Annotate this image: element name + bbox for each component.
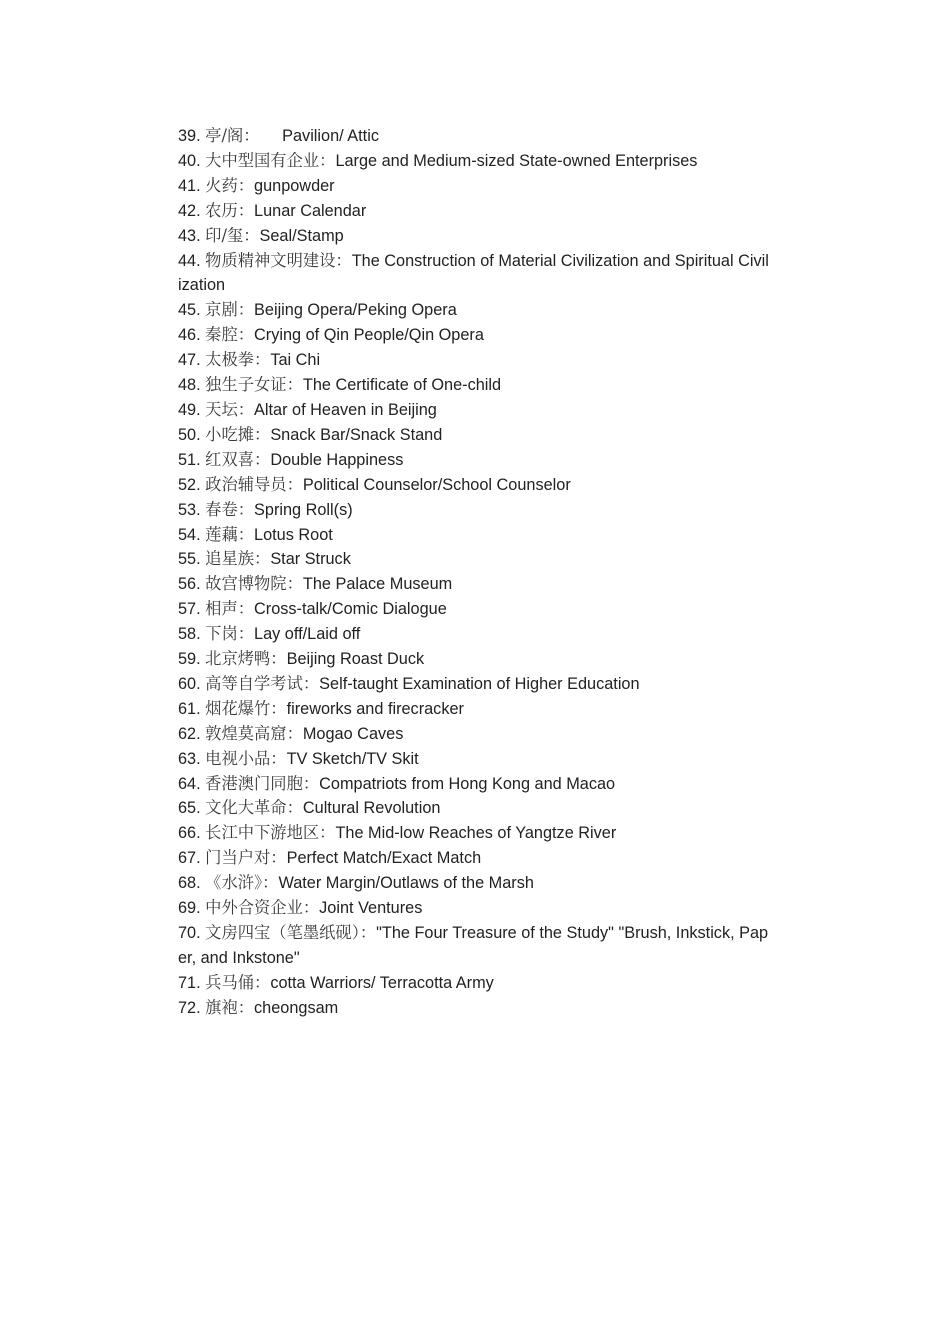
entry-english-translation: Tai Chi — [270, 351, 321, 370]
glossary-entry — [178, 996, 770, 1021]
glossary-entry — [178, 697, 770, 722]
entry-english-translation: Lunar Calendar — [254, 201, 367, 220]
glossary-entry — [178, 572, 770, 597]
entry-number: 49. — [178, 400, 206, 419]
entry-chinese-term: 火药： — [205, 175, 255, 195]
entry-english-translation: Cultural Revolution — [302, 799, 441, 818]
entry-chinese-term: 香港澳门同胞： — [205, 773, 320, 793]
entry-chinese-term: 电视小品： — [205, 748, 287, 768]
glossary-entry — [178, 323, 770, 348]
entry-chinese-term: 太极拳： — [205, 350, 271, 370]
entry-number: 61. — [178, 699, 206, 718]
entry-english-translation: Mogao Caves — [302, 724, 404, 743]
glossary-entry — [178, 448, 770, 473]
entry-chinese-term: 大中型国有企业： — [205, 150, 336, 170]
entry-chinese-term: 中外合资企业： — [205, 898, 320, 918]
entry-chinese-term: 高等自学考试： — [205, 673, 320, 693]
entry-chinese-term: 红双喜： — [205, 449, 271, 469]
entry-number: 55. — [178, 550, 206, 569]
entry-chinese-term: 文房四宝（笔墨纸砚）： — [205, 923, 377, 942]
glossary-entry — [178, 747, 770, 772]
entry-number: 42. — [178, 201, 206, 220]
glossary-entry — [178, 622, 770, 647]
glossary-entry — [178, 871, 770, 896]
glossary-entry — [178, 597, 770, 622]
entry-english-translation: Political Counselor/School Counselor — [302, 475, 571, 494]
glossary-entry — [178, 796, 770, 821]
entry-english-translation: Beijing Opera/Peking Opera — [254, 301, 457, 320]
entry-english-translation: Perfect Match/Exact Match — [286, 849, 482, 868]
entry-number: 71. — [178, 973, 206, 992]
glossary-entry — [178, 821, 770, 846]
entry-chinese-term: 独生子女证： — [205, 375, 303, 395]
entry-chinese-term: 兵马俑： — [205, 972, 271, 992]
glossary-entry — [178, 523, 770, 548]
entry-english-translation: Lotus Root — [254, 525, 333, 544]
entry-number: 41. — [178, 176, 206, 195]
entry-english-translation: Double Happiness — [270, 450, 404, 469]
entry-number: 50. — [178, 425, 206, 444]
glossary-entry — [178, 921, 770, 971]
entry-number: 39. — [178, 127, 206, 145]
entry-english-translation: Seal/Stamp — [259, 226, 344, 245]
entry-number: 58. — [178, 625, 206, 644]
entry-english-translation: The Certificate of One-child — [302, 376, 502, 395]
entry-english-translation: Lay off/Laid off — [254, 625, 361, 644]
glossary-entry — [178, 124, 770, 149]
entry-chinese-term: 天坛： — [205, 399, 255, 419]
entry-english-translation: Star Struck — [270, 550, 351, 569]
entry-chinese-term: 烟花爆竹： — [205, 698, 287, 718]
entry-number: 45. — [178, 301, 206, 320]
entry-number: 69. — [178, 899, 206, 918]
entry-chinese-term: 敦煌莫高窟： — [205, 723, 303, 743]
entry-number: 53. — [178, 500, 206, 519]
glossary-entry — [178, 672, 770, 697]
entry-english-translation: cotta Warriors/ Terracotta Army — [270, 973, 494, 992]
entry-english-translation: Joint Ventures — [319, 899, 423, 918]
glossary-entry — [178, 547, 770, 572]
entry-chinese-term: 旗袍： — [205, 997, 255, 1017]
entry-number: 72. — [178, 998, 206, 1017]
glossary-entry — [178, 149, 770, 174]
entry-number: 54. — [178, 525, 206, 544]
entry-english-translation: TV Sketch/TV Skit — [286, 749, 419, 768]
glossary-list — [178, 124, 770, 1021]
entry-number: 52. — [178, 475, 206, 494]
entry-english-translation: Crying of Qin People/Qin Opera — [254, 326, 484, 345]
entry-english-translation: Beijing Roast Duck — [286, 650, 425, 669]
entry-chinese-term: 农历： — [205, 200, 255, 220]
glossary-entry — [178, 647, 770, 672]
entry-number: 56. — [178, 575, 206, 594]
glossary-entry — [178, 249, 770, 299]
glossary-entry — [178, 298, 770, 323]
glossary-entry — [178, 498, 770, 523]
entry-chinese-term: 莲藕： — [205, 524, 255, 544]
entry-english-translation: Large and Medium-sized State-owned Enterprises — [335, 151, 698, 170]
entry-chinese-term: 长江中下游地区： — [205, 823, 336, 843]
entry-number: 46. — [178, 326, 206, 345]
glossary-entry — [178, 174, 770, 199]
entry-number: 43. — [178, 226, 206, 245]
entry-chinese-term: 追星族： — [205, 549, 271, 569]
glossary-entry — [178, 846, 770, 871]
entry-english-translation: Snack Bar/Snack Stand — [270, 425, 443, 444]
entry-number: 60. — [178, 674, 206, 693]
entry-chinese-term: 文化大革命： — [205, 798, 303, 818]
entry-english-translation: Self-taught Examination of Higher Education — [319, 674, 640, 693]
entry-number: 57. — [178, 600, 206, 619]
entry-chinese-term: 相声： — [205, 599, 255, 619]
entry-chinese-term: 门当户对： — [205, 848, 287, 868]
entry-number: 63. — [178, 749, 206, 768]
entry-english-translation: fireworks and firecracker — [286, 699, 464, 718]
entry-number: 62. — [178, 724, 206, 743]
entry-number: 51. — [178, 450, 206, 469]
entry-chinese-term: 印/玺： — [205, 225, 260, 245]
glossary-entry — [178, 423, 770, 448]
glossary-entry — [178, 971, 770, 996]
entry-number: 47. — [178, 351, 206, 370]
glossary-entry — [178, 199, 770, 224]
entry-english-translation: Cross-talk/Comic Dialogue — [254, 600, 447, 619]
entry-chinese-term: 《水浒》： — [205, 873, 279, 893]
glossary-entry — [178, 772, 770, 797]
entry-english-translation: The Palace Museum — [302, 575, 453, 594]
glossary-entry — [178, 473, 770, 498]
entry-english-translation: The Construction of Material Civilization and Spiritual Civilization — [178, 251, 769, 295]
entry-number: 65. — [178, 799, 206, 818]
entry-english-translation: "The Four Treasure of the Study" "Brush, Inkstick, Paper, and Inkstone" — [178, 924, 769, 967]
glossary-entry — [178, 722, 770, 747]
entry-english-translation: Water Margin/Outlaws of the Marsh — [278, 874, 534, 893]
glossary-entry — [178, 896, 770, 921]
glossary-entry — [178, 398, 770, 423]
entry-number: 67. — [178, 849, 206, 868]
entry-number: 48. — [178, 376, 206, 395]
entry-chinese-term: 小吃摊： — [205, 424, 271, 444]
entry-chinese-term: 秦腔： — [205, 325, 255, 345]
glossary-entry — [178, 348, 770, 373]
entry-number: 66. — [178, 824, 206, 843]
entry-english-translation: gunpowder — [254, 176, 335, 195]
entry-chinese-term: 春卷： — [205, 499, 255, 519]
entry-chinese-term: 下岗： — [205, 624, 255, 644]
entry-number: 40. — [178, 151, 206, 170]
entry-chinese-term: 北京烤鸭： — [205, 649, 287, 669]
entry-number: 68. — [178, 874, 206, 893]
entry-chinese-term: 故宫博物院： — [205, 574, 303, 594]
entry-english-translation: Altar of Heaven in Beijing — [254, 400, 437, 419]
entry-chinese-term: 物质精神文明建设： — [205, 250, 352, 270]
entry-number: 44. — [178, 251, 206, 270]
glossary-entry — [178, 373, 770, 398]
entry-english-translation: Spring Roll(s) — [254, 500, 353, 519]
entry-english-translation: Compatriots from Hong Kong and Macao — [319, 774, 616, 793]
entry-number: 64. — [178, 774, 206, 793]
entry-number: 59. — [178, 650, 206, 669]
entry-english-translation: Pavilion/ Attic — [259, 127, 379, 145]
entry-number: 70. — [178, 924, 206, 942]
glossary-entry — [178, 224, 770, 249]
entry-chinese-term: 亭/阁： — [205, 126, 260, 145]
entry-chinese-term: 京剧： — [205, 300, 255, 320]
entry-english-translation: The Mid-low Reaches of Yangtze River — [335, 824, 617, 843]
entry-english-translation: cheongsam — [254, 998, 339, 1017]
entry-chinese-term: 政治辅导员： — [205, 474, 303, 494]
